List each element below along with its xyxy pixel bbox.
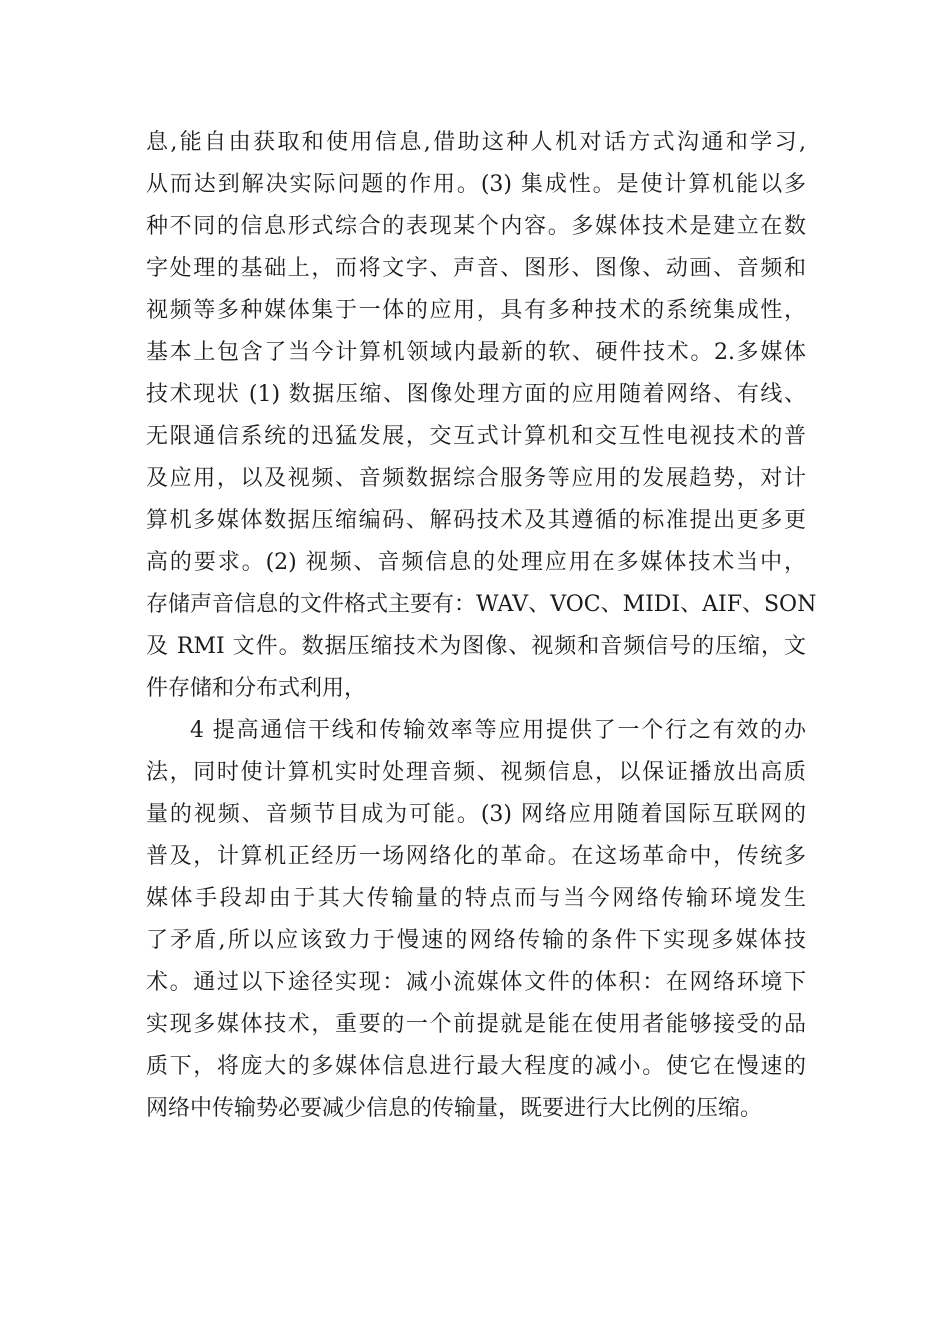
paragraph-1-line-8: 无限通信系统的迅猛发展，交互式计算机和交互性电视技术的普 xyxy=(146,424,806,449)
paragraph-2-line-4: 普及，计算机正经历一场网络化的革命。在这场革命中，传统多 xyxy=(146,844,806,869)
paragraph-2-line-2: 法，同时使计算机实时处理音频、视频信息，以保证播放出高质 xyxy=(146,760,806,785)
paragraph-2-line-9: 质下，将庞大的多媒体信息进行最大程度的减小。使它在慢速的 xyxy=(146,1054,806,1079)
paragraph-2-line-10: 网络中传输势必要减少信息的传输量，既要进行大比例的压缩。 xyxy=(146,1096,763,1121)
paragraph-1-line-2: 从而达到解决实际问题的作用。(3) 集成性。是使计算机能以多 xyxy=(146,172,806,197)
paragraph-1-line-1: 息,能自由获取和使用信息,借助这种人机对话方式沟通和学习, xyxy=(146,130,806,155)
paragraph-2-line-8: 实现多媒体技术，重要的一个前提就是能在使用者能够接受的品 xyxy=(146,1012,806,1037)
paragraph-2-line-5: 媒体手段却由于其大传输量的特点而与当今网络传输环境发生 xyxy=(146,886,806,911)
paragraph-1-line-7: 技术现状 (1) 数据压缩、图像处理方面的应用随着网络、有线、 xyxy=(146,382,806,407)
paragraph-1-line-6: 基本上包含了当今计算机领域内最新的软、硬件技术。2.多媒体 xyxy=(146,340,806,365)
paragraph-1-line-4: 字处理的基础上，而将文字、声音、图形、图像、动画、音频和 xyxy=(146,256,806,281)
paragraph-1-line-12: 存储声音信息的文件格式主要有：WAV、VOC、MIDI、AIF、SON xyxy=(146,592,817,617)
paragraph-1-line-13: 及 RMI 文件。数据压缩技术为图像、视频和音频信号的压缩，文 xyxy=(146,634,806,659)
paragraph-1-line-5: 视频等多种媒体集于一体的应用，具有多种技术的系统集成性， xyxy=(146,298,806,323)
paragraph-2-line-3: 量的视频、音频节目成为可能。(3) 网络应用随着国际互联网的 xyxy=(146,802,806,827)
paragraph-1-line-9: 及应用，以及视频、音频数据综合服务等应用的发展趋势，对计 xyxy=(146,466,806,491)
paragraph-2-line-7: 术。通过以下途径实现：减小流媒体文件的体积：在网络环境下 xyxy=(146,970,806,995)
paragraph-1-line-3: 种不同的信息形式综合的表现某个内容。多媒体技术是建立在数 xyxy=(146,214,806,239)
paragraph-1-line-10: 算机多媒体数据压缩编码、解码技术及其遵循的标准提出更多更 xyxy=(146,508,806,533)
paragraph-2-line-1: 4 提高通信干线和传输效率等应用提供了一个行之有效的办 xyxy=(190,718,806,743)
paragraph-1-line-11: 高的要求。(2) 视频、音频信息的处理应用在多媒体技术当中， xyxy=(146,550,806,575)
paragraph-2-line-6: 了矛盾,所以应该致力于慢速的网络传输的条件下实现多媒体技 xyxy=(146,928,806,953)
paragraph-1-line-14: 件存储和分布式利用， xyxy=(146,676,367,701)
